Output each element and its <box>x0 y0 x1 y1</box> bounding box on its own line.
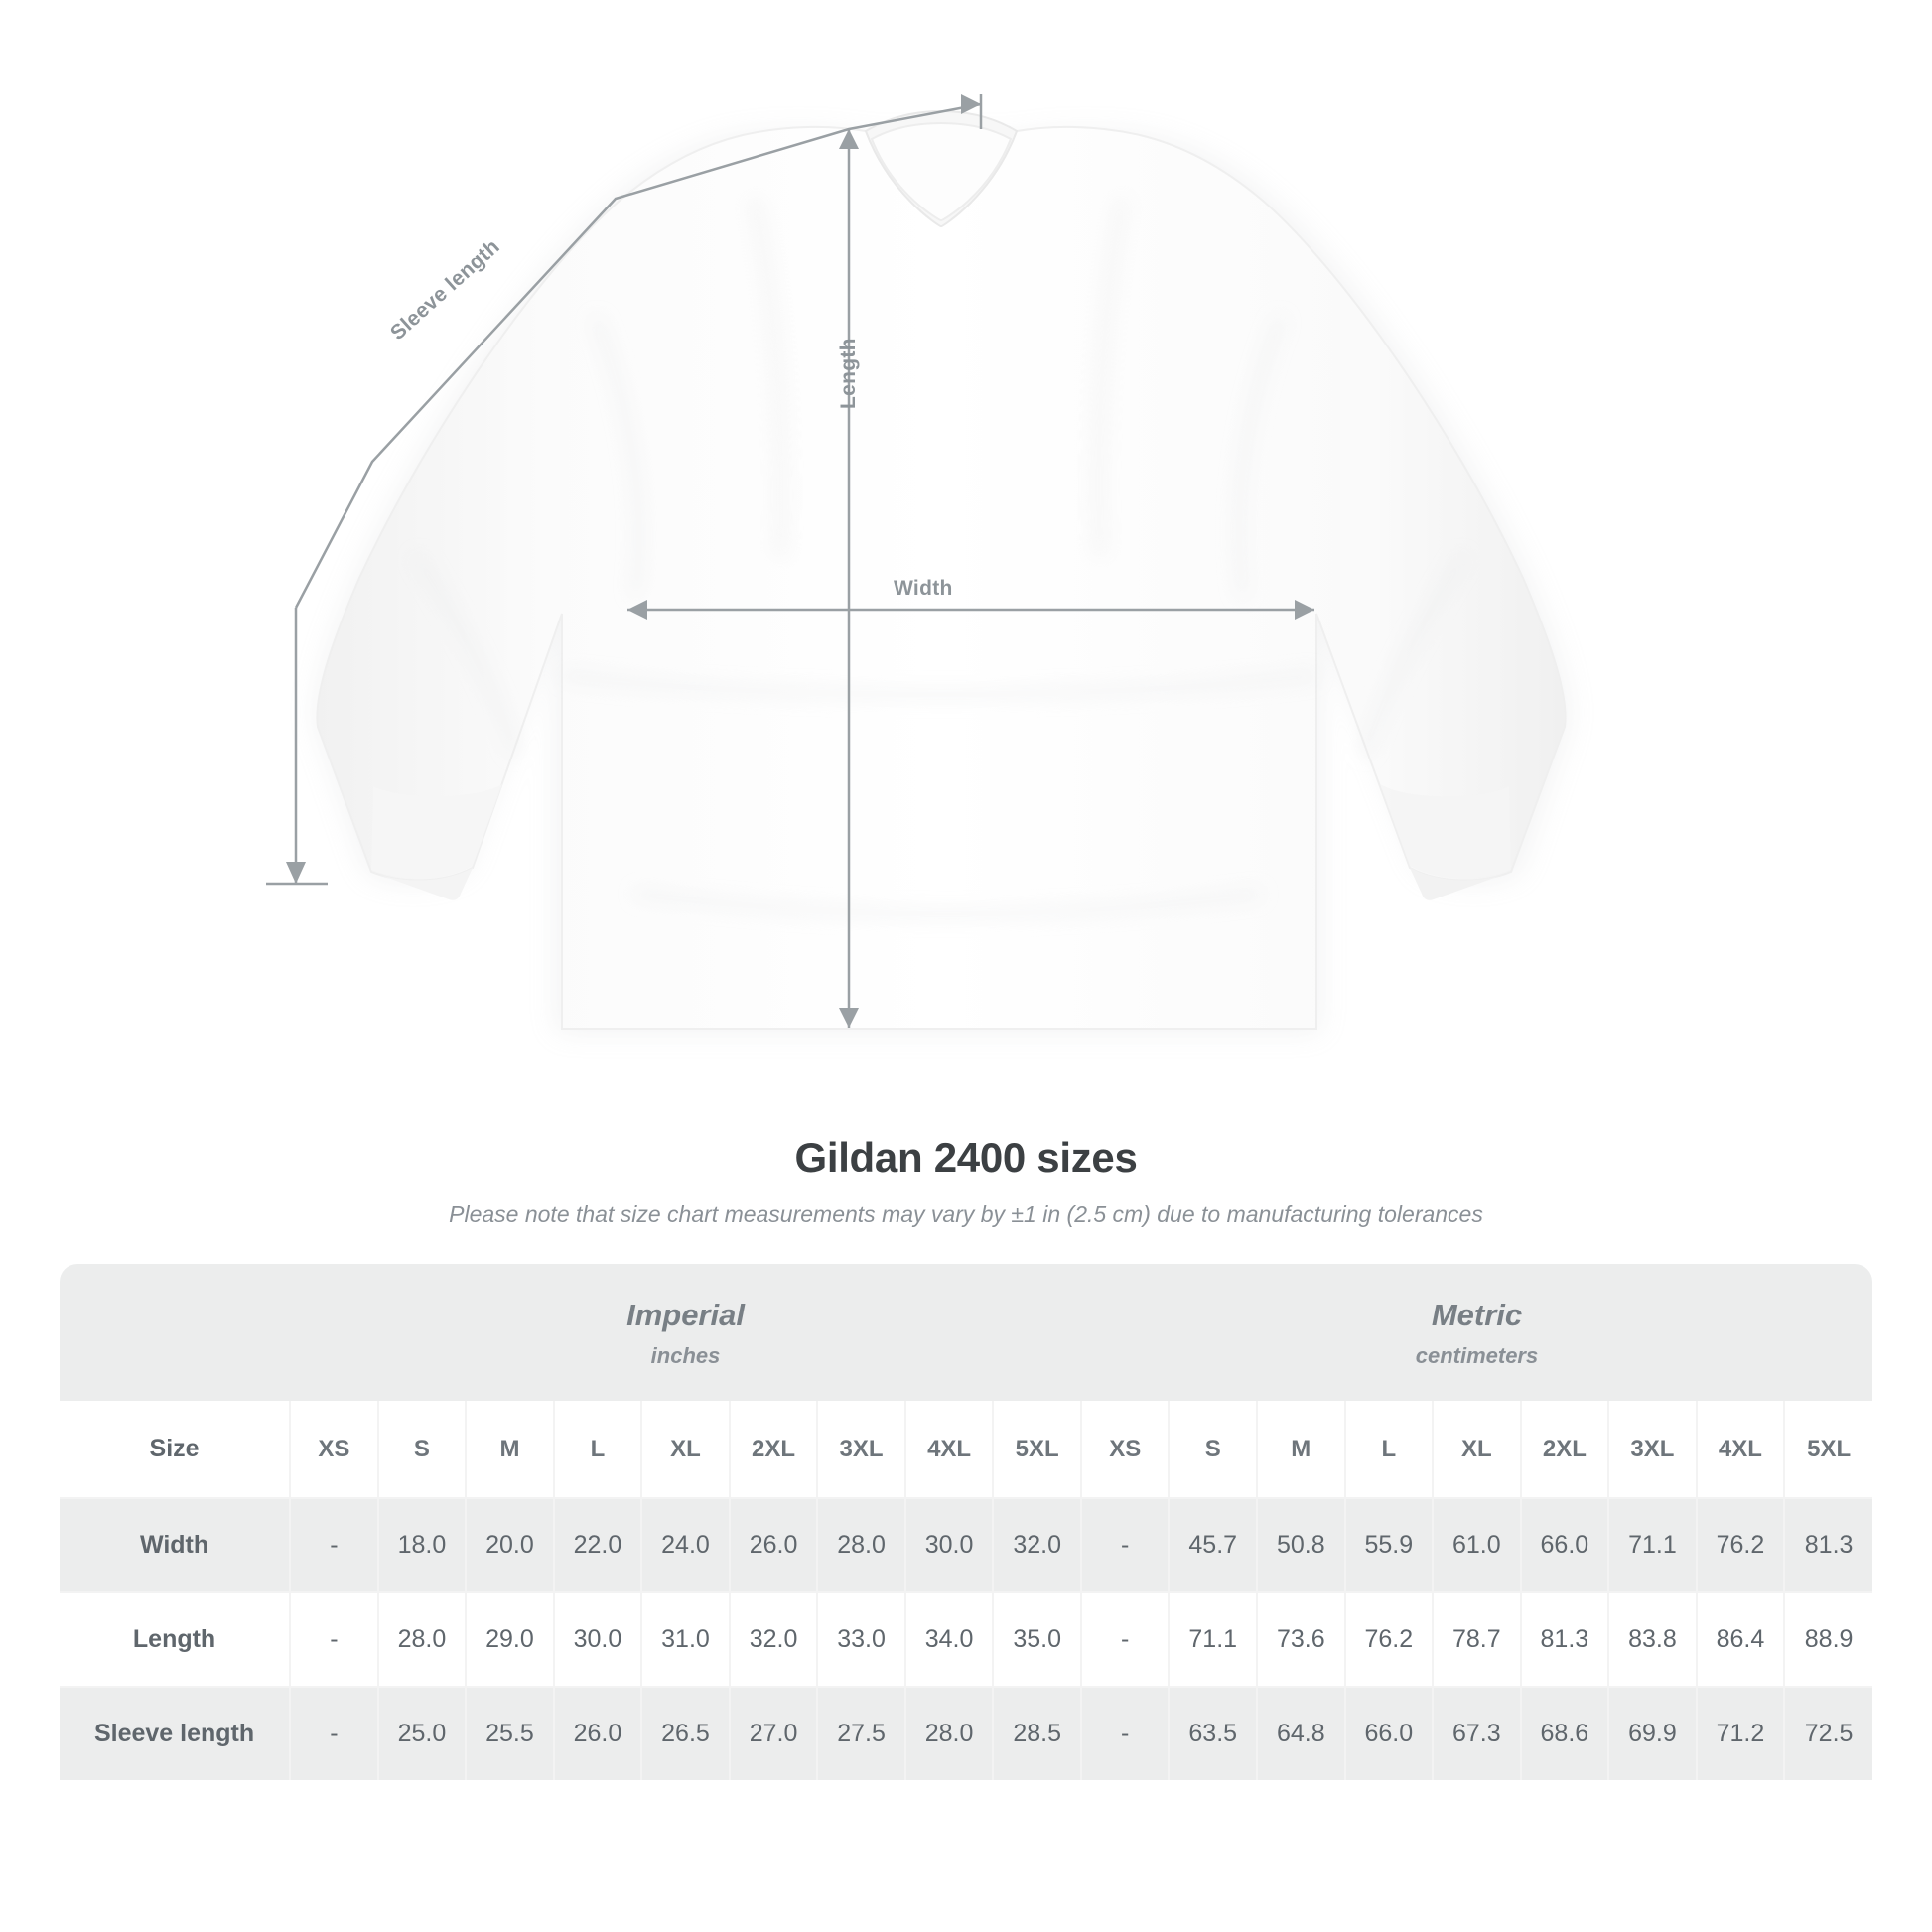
cell-sleeve-metric-4xl: 71.2 <box>1697 1687 1785 1780</box>
size-header-metric-2xl: 2XL <box>1521 1401 1609 1498</box>
tolerance-note: Please note that size chart measurements may vary by ±1 in (2.5 cm) due to manufacturing tolerances <box>449 1201 1483 1227</box>
cell-width-imperial-2xl: 26.0 <box>730 1498 818 1592</box>
cell-sleeve-metric-xl: 67.3 <box>1433 1687 1521 1780</box>
cell-sleeve-imperial-5xl: 28.5 <box>993 1687 1081 1780</box>
cell-length-imperial-xl: 31.0 <box>641 1592 730 1687</box>
cell-sleeve-metric-2xl: 68.6 <box>1521 1687 1609 1780</box>
table-row <box>60 1687 1872 1780</box>
size-header-metric-s: S <box>1169 1401 1257 1498</box>
cell-width-metric-xs: - <box>1081 1498 1170 1592</box>
cell-length-imperial-s: 28.0 <box>378 1592 467 1687</box>
unit-group-imperial <box>290 1264 1081 1401</box>
unit-row-spacer <box>60 1264 290 1401</box>
size-header-metric-5xl: 5XL <box>1784 1401 1872 1498</box>
table-row <box>60 1592 1872 1687</box>
size-header-metric-l: L <box>1345 1401 1434 1498</box>
unit-group-imperial-sub: inches <box>650 1343 721 1368</box>
size-header-imperial-5xl: 5XL <box>993 1401 1081 1498</box>
size-header-imperial-3xl: 3XL <box>817 1401 905 1498</box>
cell-length-imperial-xs: - <box>290 1592 378 1687</box>
cell-width-metric-4xl: 76.2 <box>1697 1498 1785 1592</box>
size-header-metric-3xl: 3XL <box>1608 1401 1697 1498</box>
cell-width-metric-l: 55.9 <box>1345 1498 1434 1592</box>
row-label-width: Width <box>60 1498 290 1592</box>
cell-sleeve-imperial-xl: 26.5 <box>641 1687 730 1780</box>
size-header-metric-xl: XL <box>1433 1401 1521 1498</box>
size-header-metric-m: M <box>1257 1401 1345 1498</box>
cell-width-metric-m: 50.8 <box>1257 1498 1345 1592</box>
cell-width-metric-5xl: 81.3 <box>1784 1498 1872 1592</box>
cell-width-metric-2xl: 66.0 <box>1521 1498 1609 1592</box>
size-header-imperial-2xl: 2XL <box>730 1401 818 1498</box>
size-table-wrapper <box>60 1264 1872 1780</box>
size-table <box>60 1264 1872 1780</box>
size-header-metric-xs: XS <box>1081 1401 1170 1498</box>
cell-sleeve-metric-5xl: 72.5 <box>1784 1687 1872 1780</box>
cell-sleeve-imperial-s: 25.0 <box>378 1687 467 1780</box>
size-header-imperial-xs: XS <box>290 1401 378 1498</box>
size-header-row <box>60 1401 1872 1498</box>
size-header-label: Size <box>60 1401 290 1498</box>
cell-length-metric-xs: - <box>1081 1592 1170 1687</box>
cell-width-imperial-l: 22.0 <box>554 1498 642 1592</box>
cell-sleeve-imperial-2xl: 27.0 <box>730 1687 818 1780</box>
cell-length-imperial-4xl: 34.0 <box>905 1592 994 1687</box>
cell-length-metric-m: 73.6 <box>1257 1592 1345 1687</box>
cell-width-imperial-xs: - <box>290 1498 378 1592</box>
cell-width-imperial-s: 18.0 <box>378 1498 467 1592</box>
unit-group-metric <box>1081 1264 1872 1401</box>
shirt-body <box>317 111 1565 1029</box>
length-dimension-label: Length <box>837 338 860 409</box>
cell-length-imperial-m: 29.0 <box>466 1592 554 1687</box>
size-header-imperial-m: M <box>466 1401 554 1498</box>
size-header-imperial-4xl: 4XL <box>905 1401 994 1498</box>
cell-sleeve-metric-s: 63.5 <box>1169 1687 1257 1780</box>
cell-length-metric-xl: 78.7 <box>1433 1592 1521 1687</box>
sleeve-length-dimension-label: Sleeve length <box>386 234 504 345</box>
unit-group-imperial-name: Imperial <box>626 1298 745 1332</box>
cell-width-imperial-5xl: 32.0 <box>993 1498 1081 1592</box>
unit-group-metric-name: Metric <box>1431 1298 1523 1332</box>
cell-sleeve-metric-3xl: 69.9 <box>1608 1687 1697 1780</box>
cell-sleeve-metric-m: 64.8 <box>1257 1687 1345 1780</box>
cell-length-metric-4xl: 86.4 <box>1697 1592 1785 1687</box>
cell-length-metric-3xl: 83.8 <box>1608 1592 1697 1687</box>
page-title: Gildan 2400 sizes <box>794 1134 1138 1180</box>
cell-sleeve-imperial-3xl: 27.5 <box>817 1687 905 1780</box>
cell-width-imperial-3xl: 28.0 <box>817 1498 905 1592</box>
size-header-imperial-xl: XL <box>641 1401 730 1498</box>
cell-width-imperial-m: 20.0 <box>466 1498 554 1592</box>
cell-sleeve-metric-xs: - <box>1081 1687 1170 1780</box>
cell-length-imperial-l: 30.0 <box>554 1592 642 1687</box>
title-block <box>0 1134 1932 1228</box>
cell-length-metric-s: 71.1 <box>1169 1592 1257 1687</box>
cell-length-metric-5xl: 88.9 <box>1784 1592 1872 1687</box>
row-label-sleeve-length: Sleeve length <box>60 1687 290 1780</box>
size-header-metric-4xl: 4XL <box>1697 1401 1785 1498</box>
cell-width-imperial-xl: 24.0 <box>641 1498 730 1592</box>
size-header-imperial-s: S <box>378 1401 467 1498</box>
table-row <box>60 1498 1872 1592</box>
cell-sleeve-imperial-m: 25.5 <box>466 1687 554 1780</box>
cell-width-metric-3xl: 71.1 <box>1608 1498 1697 1592</box>
cell-length-imperial-2xl: 32.0 <box>730 1592 818 1687</box>
cell-length-metric-l: 76.2 <box>1345 1592 1434 1687</box>
cell-sleeve-imperial-l: 26.0 <box>554 1687 642 1780</box>
cell-sleeve-imperial-4xl: 28.0 <box>905 1687 994 1780</box>
cell-length-metric-2xl: 81.3 <box>1521 1592 1609 1687</box>
width-dimension-label: Width <box>894 577 953 600</box>
cell-sleeve-metric-l: 66.0 <box>1345 1687 1434 1780</box>
cell-length-imperial-3xl: 33.0 <box>817 1592 905 1687</box>
cell-width-imperial-4xl: 30.0 <box>905 1498 994 1592</box>
row-label-length: Length <box>60 1592 290 1687</box>
cell-length-imperial-5xl: 35.0 <box>993 1592 1081 1687</box>
unit-group-row <box>60 1264 1872 1401</box>
cell-width-metric-s: 45.7 <box>1169 1498 1257 1592</box>
cell-width-metric-xl: 61.0 <box>1433 1498 1521 1592</box>
cell-sleeve-imperial-xs: - <box>290 1687 378 1780</box>
unit-group-metric-sub: centimeters <box>1415 1343 1539 1368</box>
size-header-imperial-l: L <box>554 1401 642 1498</box>
